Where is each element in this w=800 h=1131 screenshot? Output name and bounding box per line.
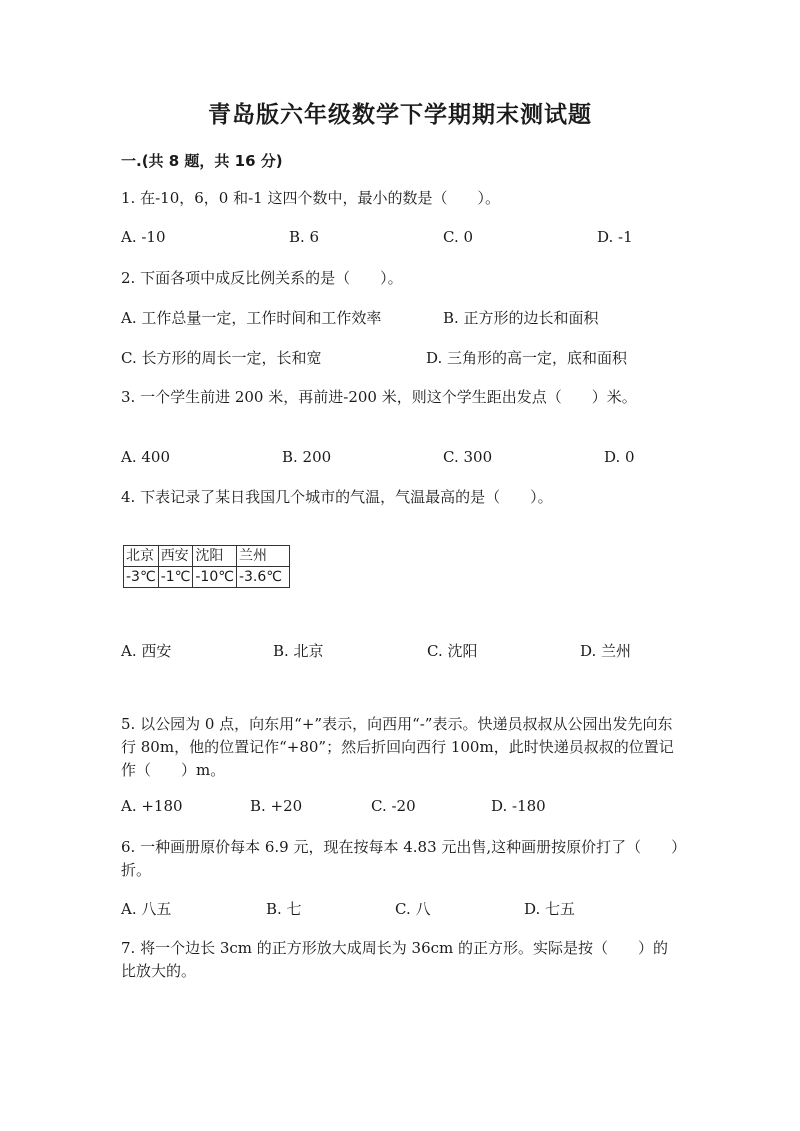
page-title: 青岛版六年级数学下学期期末测试题 xyxy=(208,101,592,128)
question-1: 1. 在-10，6，0 和-1 这四个数中，最小的数是（ ）。 xyxy=(121,189,500,207)
table-cell: 西安 xyxy=(158,546,193,567)
table-cell: -10℃ xyxy=(193,567,237,588)
q4-option-d: D. 兰州 xyxy=(580,642,632,660)
table-cell: -1℃ xyxy=(158,567,193,588)
table-cell: 兰州 xyxy=(236,546,289,567)
q6-option-d: D. 七五 xyxy=(524,900,576,918)
table-cell: -3℃ xyxy=(124,567,159,588)
q4-option-c: C. 沈阳 xyxy=(427,642,478,660)
q6-option-c: C. 八 xyxy=(395,900,431,918)
table-cell: -3.6℃ xyxy=(236,567,289,588)
table-row xyxy=(124,567,290,588)
q1-option-a: A. -10 xyxy=(121,228,166,246)
q3-option-d: D. 0 xyxy=(604,448,635,466)
section-heading: 一.(共 8 题，共 16 分) xyxy=(121,152,283,170)
question-4: 4. 下表记录了某日我国几个城市的气温，气温最高的是（ ）。 xyxy=(121,488,553,506)
q4-option-a: A. 西安 xyxy=(121,642,172,660)
table-cell: 北京 xyxy=(124,546,159,567)
q2-option-b: B. 正方形的边长和面积 xyxy=(443,309,599,327)
q2-option-d: D. 三角形的高一定，底和面积 xyxy=(426,349,628,367)
question-6: 6. 一种画册原价每本 6.9 元，现在按每本 4.83 元出售,这种画册按原价打了（ ）折。 xyxy=(121,838,679,879)
table-cell: 沈阳 xyxy=(193,546,237,567)
q6-option-b: B. 七 xyxy=(266,900,302,918)
question-5: 5. 以公园为 0 点，向东用“+”表示，向西用“-”表示。快递员叔叔从公园出发先向东行 80m，他的位置记作“+80”；然后折回向西行 100m，此时快递员叔叔的位置记作（ ）m。 xyxy=(121,715,674,779)
q1-option-c: C. 0 xyxy=(443,228,474,246)
q2-option-c: C. 长方形的周长一定，长和宽 xyxy=(121,349,322,367)
q1-option-b: B. 6 xyxy=(289,228,320,246)
q3-option-a: A. 400 xyxy=(121,448,170,466)
temperature-table xyxy=(123,545,290,588)
question-3: 3. 一个学生前进 200 米，再前进-200 米，则这个学生距出发点（ ）米。 xyxy=(121,388,637,406)
q4-option-b: B. 北京 xyxy=(273,642,324,660)
q3-option-b: B. 200 xyxy=(282,448,332,466)
question-7: 7. 将一个边长 3cm 的正方形放大成周长为 36cm 的正方形。实际是按（ ）的比放大的。 xyxy=(121,939,669,980)
q5-option-b: B. +20 xyxy=(250,797,303,815)
q1-option-d: D. -1 xyxy=(597,228,633,246)
q3-option-c: C. 300 xyxy=(443,448,493,466)
q5-option-a: A. +180 xyxy=(121,797,183,815)
table-row xyxy=(124,546,290,567)
q6-option-a: A. 八五 xyxy=(121,900,172,918)
q5-option-d: D. -180 xyxy=(491,797,546,815)
question-2: 2. 下面各项中成反比例关系的是（ ）。 xyxy=(121,269,403,287)
q2-option-a: A. 工作总量一定，工作时间和工作效率 xyxy=(121,309,382,327)
q5-option-c: C. -20 xyxy=(371,797,416,815)
